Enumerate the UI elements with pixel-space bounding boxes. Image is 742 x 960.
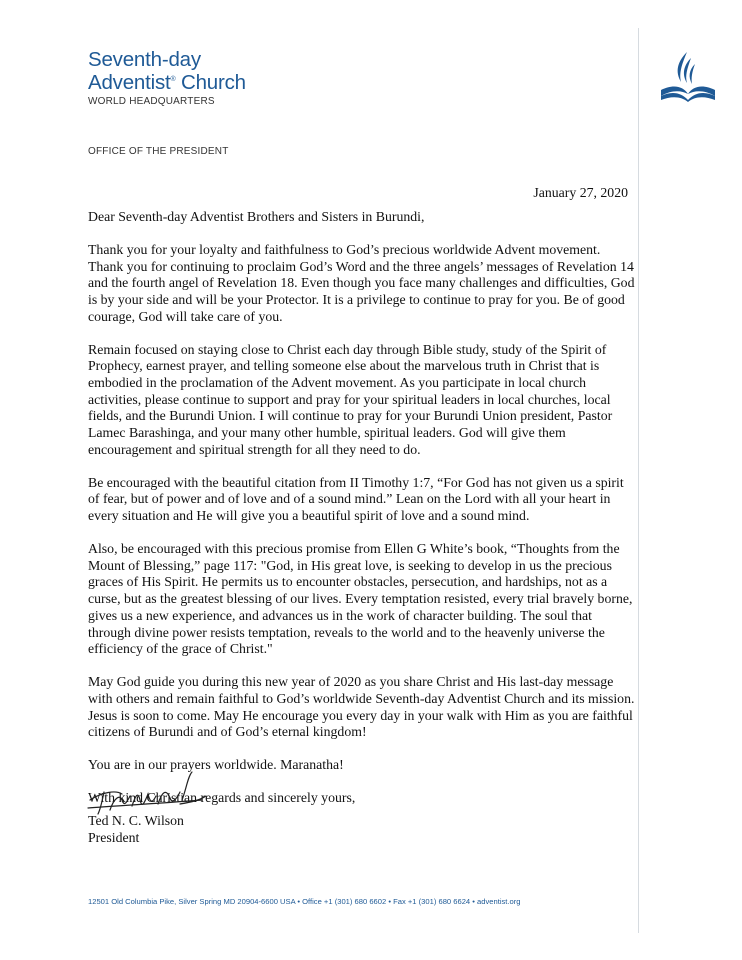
org-name-church: Church bbox=[175, 70, 246, 94]
paragraph-3: Be encouraged with the beautiful citation from II Timothy 1:7, “For God has not given us a spirit of fear, but of power and of love and of a sound mind.” Lean on the Lord with all your heart in every situation and He will give you a beautiful spirit of love and a sound mind. bbox=[88, 474, 624, 524]
adventist-logo-icon bbox=[657, 50, 719, 104]
paragraph-4: Also, be encouraged with this precious promise from Ellen G White’s book, “Thoughts from the Mount of Blessing,” page 117: "God, in His great love, is seeking to develop in us the precious graces of His Spirit. He permits us to encounter obstacles, persecution, and hardships, not as a curse, but as the greatest blessing of our lives. Every temptation resisted, every trial bravely borne, gives us a new experience, and advances us in the work of character building. The soul that through divine power resists temptation, reveals to the world and to the heavenly universe the efficiency of the grace of Christ." bbox=[88, 541, 633, 657]
org-subtitle: WORLD HEADQUARTERS bbox=[88, 95, 215, 107]
paragraph-1: Thank you for your loyalty and faithfulness to God’s precious worldwide Advent movement. Thank you for continuing to proclaim God’s Word and the three angels’ messages of Revelation 14 and the fourth angel of Revelation 18. Even though you face many challenges and difficulties, God is by your side and will be your Protector. It is a privilege to continue to pray for you. Be of good courage, God will take care of you. bbox=[88, 241, 635, 324]
letter-date: January 27, 2020 bbox=[533, 185, 628, 200]
org-name-line1: Seventh-day bbox=[88, 48, 201, 71]
signer-title: President bbox=[88, 829, 140, 845]
paragraph-2: Remain focused on staying close to Christ each day through Bible study, study of the Spirit of Prophecy, earnest prayer, and telling someone else about the marvelous truth in Christ that is embodied in the proclamation of the Advent movement. As you participate in local church activities, please continue to support and pray for your spiritual leaders in local churches, local fields, and the Burundi Union. I will continue to pray for your Burundi Union president, Pastor Lamec Barashinga, and your many other humble, spiritual leaders. God will give them encouragement and spiritual strength for all they need to do. bbox=[88, 341, 613, 457]
letterhead-brand bbox=[88, 50, 388, 107]
org-name-line2 bbox=[88, 70, 388, 93]
registered-mark: ® bbox=[170, 76, 176, 83]
paragraph-5: May God guide you during this new year of 2020 as you share Christ and His last-day message with others and remain faithful to God’s worldwide Seventh-day Adventist Church and its mission. Jesus is soon to come. May He encourage you every day in your walk with Him as you are faithful citizens of Burundi and of God’s eternal kingdom! bbox=[88, 674, 635, 740]
salutation: Dear Seventh-day Adventist Brothers and Sisters in Burundi, bbox=[88, 209, 425, 224]
signer-block bbox=[88, 813, 184, 846]
org-name-adventist: Adventist bbox=[88, 70, 171, 94]
letterhead-divider bbox=[638, 28, 639, 933]
signer-name: Ted N. C. Wilson bbox=[88, 813, 184, 828]
letter-body bbox=[88, 209, 638, 823]
footer-address: 12501 Old Columbia Pike, Silver Spring MD 20904-6600 USA • Office +1 (301) 680 6602 • Fax +1 (301) 680 6624 • adventist.org bbox=[88, 897, 521, 906]
closing: With kind Christian regards and sincerely yours, bbox=[88, 790, 356, 805]
office-label: OFFICE OF THE PRESIDENT bbox=[88, 146, 229, 157]
paragraph-6: You are in our prayers worldwide. Maranatha! bbox=[88, 757, 344, 773]
